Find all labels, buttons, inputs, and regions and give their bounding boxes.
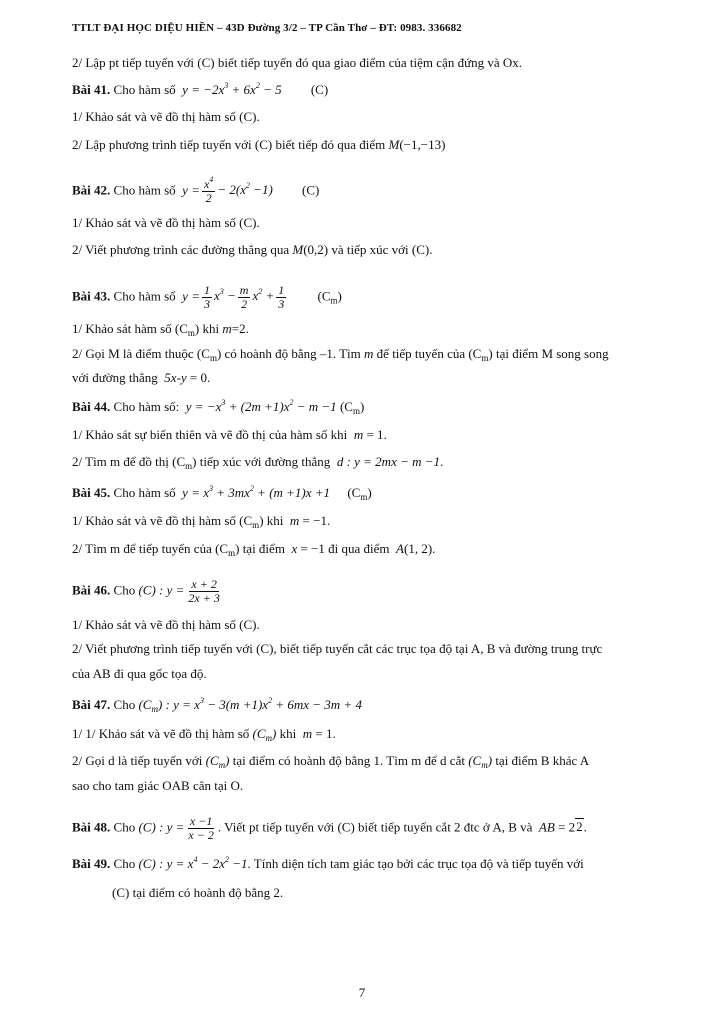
exercise-line: 1/ Khảo sát và vẽ đồ thị hàm số (C). [72, 617, 260, 632]
exercise-line: 1/ 1/ Khảo sát và vẽ đồ thị hàm số $(C_m)$ khi m = 1. [72, 726, 336, 743]
exercise-line: 2/ Gọi M là điểm thuộc $(C_m)$ có hoành độ bằng –1. Tìm m để tiếp tuyến của $(C_m)$ tại điểm M song song [72, 346, 609, 363]
exercise-line: 1/ Khảo sát và vẽ đồ thị hàm số (C). [72, 109, 260, 124]
page-number: 7 [358, 985, 366, 1000]
exercise-line: 2/ Lập pt tiếp tuyến với (C) biết tiếp tuyến đó qua giao điểm của tiệm cận đứng và Ox. [72, 55, 523, 70]
exercise-line: 2/ Tìm m để đồ thị $(C_m)$ tiếp xúc với đường thẳng d : y = 2mx − m −1. [72, 454, 444, 471]
exercise-line: của AB đi qua gốc tọa độ. [72, 666, 207, 681]
exercise-48-title: Bài 48. Cho (C) : y = $\frac{x -1}{x - 2}$ . Viết pt tiếp tuyến với (C) biết tiếp tuyến cắt 2 đtc ở A, B và AB = 22. [72, 814, 587, 842]
exercise-line: 1/ Khảo sát và vẽ đồ thị hàm số (C). [72, 215, 260, 230]
exercise-line: với đường thẳng 5x-y = 0. [72, 370, 211, 385]
exercise-49-title: Bài 49. Cho (C) : $y = x^4 - 2x^2 -1$. Tính diện tích tam giác tạo bởi các trục tọa độ và tiếp tuyến với [72, 855, 584, 871]
page-header: TTLT ĐẠI HỌC DIỆU HIỀN – 43D Đường 3/2 – TP Cần Thơ – ĐT: 0983. 336682 [72, 22, 462, 34]
exercise-line: 2/ Viết phương trình tiếp tuyến với (C), biết tiếp tuyến cắt các trục tọa độ tại A, B và đường trung trực [72, 641, 603, 656]
exercise-47-title: Bài 47. Cho $(C_m)$ : $y = x^3 - 3(m +1)x^2 + 6mx - 3m + 4$ [72, 696, 362, 714]
exercise-line: 1/ Khảo sát sự biến thiên và vẽ đồ thị của hàm số khi m = 1. [72, 427, 387, 442]
exercise-line: 1/ Khảo sát và vẽ đồ thị hàm số $(C_m)$ khi m = −1. [72, 513, 331, 530]
exercise-43-title: Bài 43. Cho hàm số y = $\frac{1}{3}$ $x^3$ − $\frac{m}{2}$ $x^2$ + $\frac{1}{3}$ $(C_m)$ [72, 283, 342, 311]
exercise-line: 2/ Viết phương trình các đường thẳng qua M(0,2) và tiếp xúc với (C). [72, 242, 433, 257]
exercise-line: 2/ Tìm m để tiếp tuyến của $(C_m)$ tại điểm x = −1 đi qua điểm A(1, 2). [72, 541, 436, 558]
exercise-42-title: Bài 42. Cho hàm số y = $\frac{x^4}{2}$ − $2(x^2 -1)$ (C) [72, 175, 320, 205]
exercise-line: 2/ Gọi d là tiếp tuyến với $(C_m)$ tại điểm có hoành độ bằng 1. Tìm m để d cắt $(C_m)$ tại điểm B khác A [72, 753, 590, 770]
exercise-line: sao cho tam giác OAB cân tại O. [72, 778, 244, 793]
exercise-line: 1/ Khảo sát hàm số $(C_m)$ khi m=2. [72, 321, 249, 338]
exercise-41-title: Bài 41. Cho hàm số $y = -2x^3 + 6x^2 - 5$ (C) [72, 81, 329, 97]
exercise-45-title: Bài 45. Cho hàm số $y = x^3 + 3mx^2 + (m +1)x +1$ $(C_m)$ [72, 484, 372, 502]
exercise-line: (C) tại điểm có hoành độ bằng 2. [112, 885, 284, 900]
exercise-46-title: Bài 46. Cho (C) : y = $\frac{x + 2}{2x + 3}$ [72, 577, 220, 605]
exercise-44-title: Bài 44. Cho hàm số: $y = -x^3 + (2m +1)x^2 - m -1$ $(C_m)$ [72, 398, 365, 416]
exercise-line: 2/ Lập phương trình tiếp tuyến với (C) biết tiếp đó qua điểm M(−1,−13) [72, 137, 446, 152]
